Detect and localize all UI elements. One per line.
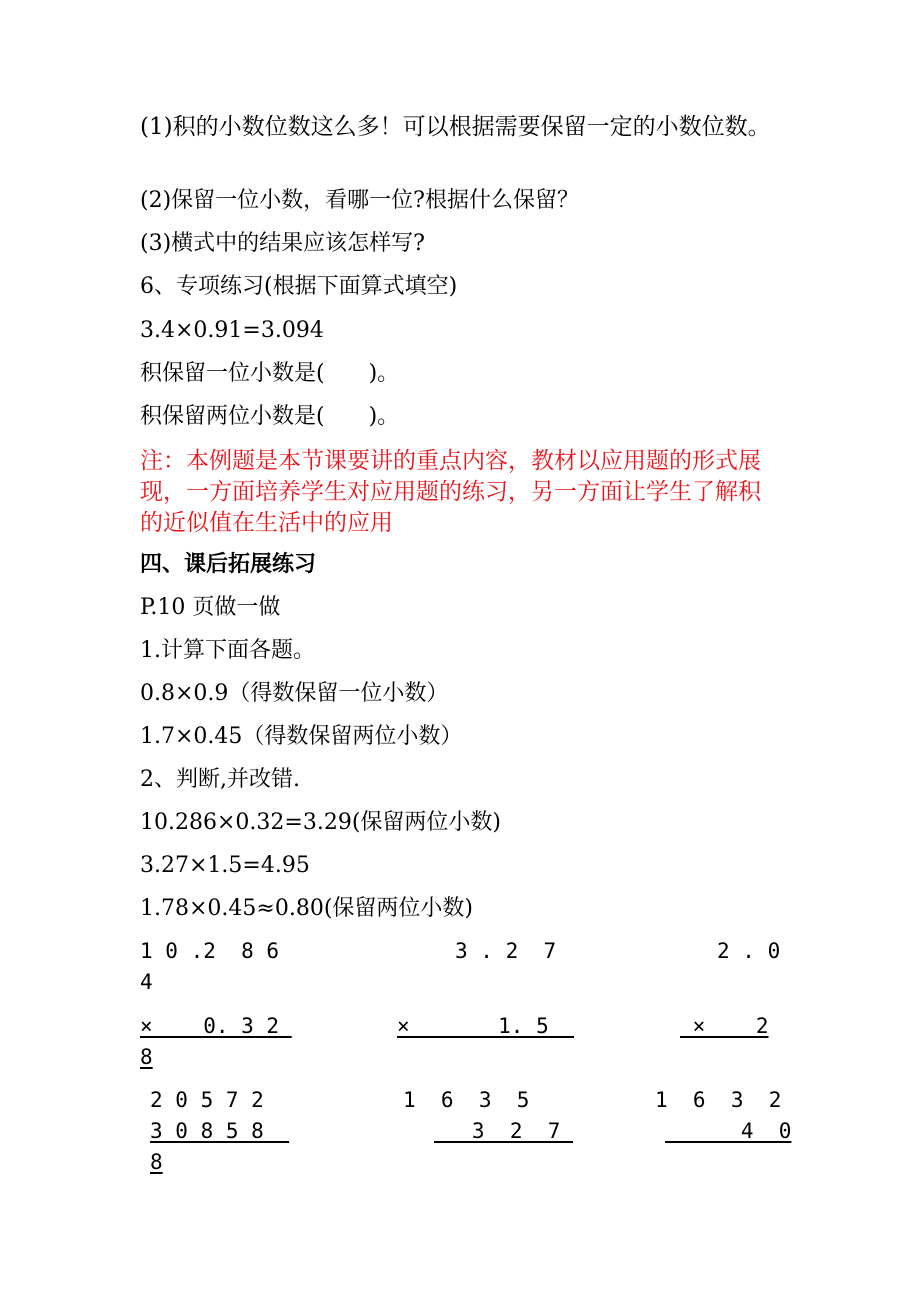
vertical-a-partial-2-wrap: 8 <box>150 1150 163 1174</box>
practice-6-heading: 6、专项练习(根据下面算式填空) <box>140 274 458 299</box>
judge-item-2: 3.27×1.5=4.95 <box>140 853 310 878</box>
vertical-a-partial-1: 2 0 5 7 2 <box>150 1088 264 1112</box>
vertical-b-partial-2: 3 2 7 <box>434 1119 574 1143</box>
question-3: (3)横式中的结果应该怎样写? <box>140 231 425 256</box>
vertical-a-multiplier: × 0. 3 2 <box>140 1014 292 1038</box>
teacher-note: 注：本例题是本节课要讲的重点内容，教材以应用题的形式展现，一方面培养学生对应用题的练习，另一方面让学生了解积的近似值在生活中的应用 <box>140 448 761 536</box>
vertical-a-multiplicand-wrap: 4 <box>140 970 153 994</box>
vertical-a-multiplicand: 1 0 .2 8 6 <box>140 939 280 963</box>
vertical-c-multiplicand: 2 . 0 <box>717 939 781 963</box>
practice-6-equation: 3.4×0.91=3.094 <box>140 318 324 343</box>
vertical-b-multiplier: × 1. 5 <box>397 1014 575 1038</box>
vertical-b-multiplicand: 3 . 2 7 <box>455 939 557 963</box>
page-reference: P.10 页做一做 <box>140 595 281 620</box>
vertical-a-partial-2: 3 0 8 5 8 <box>150 1119 290 1143</box>
judge-item-3: 1.78×0.45≈0.80(保留两位小数) <box>140 896 473 921</box>
question-2: (2)保留一位小数，看哪一位?根据什么保留？ <box>140 188 579 213</box>
vertical-b-partial-1: 1 6 3 5 <box>403 1088 530 1112</box>
exercise-2-title: 2、判断,并改错. <box>140 767 300 792</box>
exercise-1-calc-2: 1.7×0.45（得数保留两位小数） <box>140 724 463 749</box>
exercise-1-calc-1: 0.8×0.9（得数保留一位小数） <box>140 681 449 706</box>
vertical-c-partial-2: 4 0 <box>665 1119 792 1143</box>
vertical-c-multiplier: × 2 <box>680 1014 769 1038</box>
practice-6-fill-2: 积保留两位小数是( )。 <box>140 404 400 429</box>
judge-item-1: 10.286×0.32=3.29(保留两位小数) <box>140 810 501 835</box>
question-1: (1)积的小数位数这么多！可以根据需要保留一定的小数位数。 <box>140 114 771 140</box>
exercise-1-title: 1.计算下面各题。 <box>140 638 315 663</box>
practice-6-fill-1: 积保留一位小数是( )。 <box>140 361 400 386</box>
vertical-a-multiplier-wrap: 8 <box>140 1045 153 1069</box>
section-4-heading: 四、课后拓展练习 <box>140 552 317 577</box>
vertical-c-partial-1: 1 6 3 2 <box>655 1088 782 1112</box>
